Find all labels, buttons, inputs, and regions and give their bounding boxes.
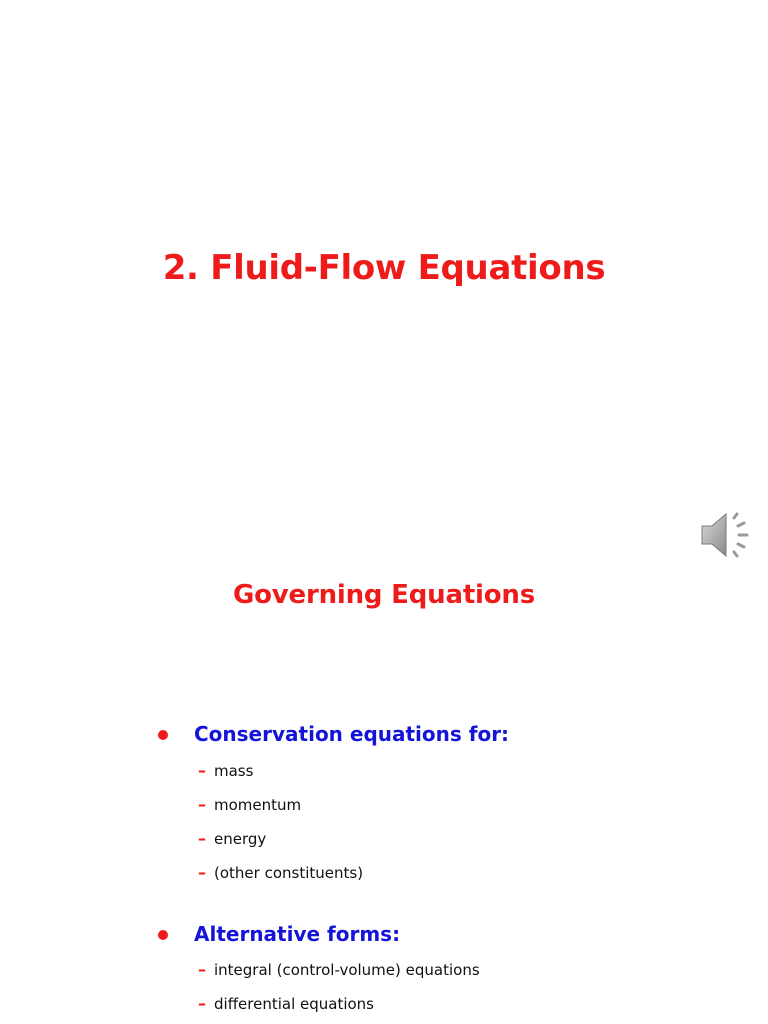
- sub-item: [198, 994, 374, 1013]
- dash-icon: –: [198, 829, 206, 848]
- bullet-item: [158, 922, 400, 946]
- sub-item: [198, 761, 253, 780]
- sub-item-text: (other constituents): [214, 863, 364, 882]
- sub-item-text: differential equations: [214, 994, 374, 1013]
- bullet-icon: [158, 730, 168, 740]
- sub-item: [198, 829, 266, 848]
- section-title: Governing Equations: [232, 580, 536, 610]
- slide-title: 2. Fluid-Flow Equations: [162, 248, 606, 288]
- bullet-text: Alternative forms:: [194, 922, 401, 946]
- bullet-item: [158, 722, 509, 746]
- dash-icon: –: [198, 863, 206, 882]
- dash-icon: –: [198, 994, 206, 1013]
- sub-item-text: momentum: [214, 795, 302, 814]
- bullet-text: Conservation equations for:: [194, 722, 510, 746]
- dash-icon: –: [198, 795, 206, 814]
- speaker-icon[interactable]: [700, 508, 754, 562]
- dash-icon: –: [198, 960, 206, 979]
- sub-item-text: energy: [214, 829, 267, 848]
- bullet-icon: [158, 930, 168, 940]
- sub-item: [198, 960, 480, 979]
- sub-item-text: integral (control-volume) equations: [214, 960, 480, 979]
- sub-item-text: mass: [214, 761, 254, 780]
- dash-icon: –: [198, 761, 206, 780]
- sub-item: [198, 795, 301, 814]
- sub-item: [198, 863, 363, 882]
